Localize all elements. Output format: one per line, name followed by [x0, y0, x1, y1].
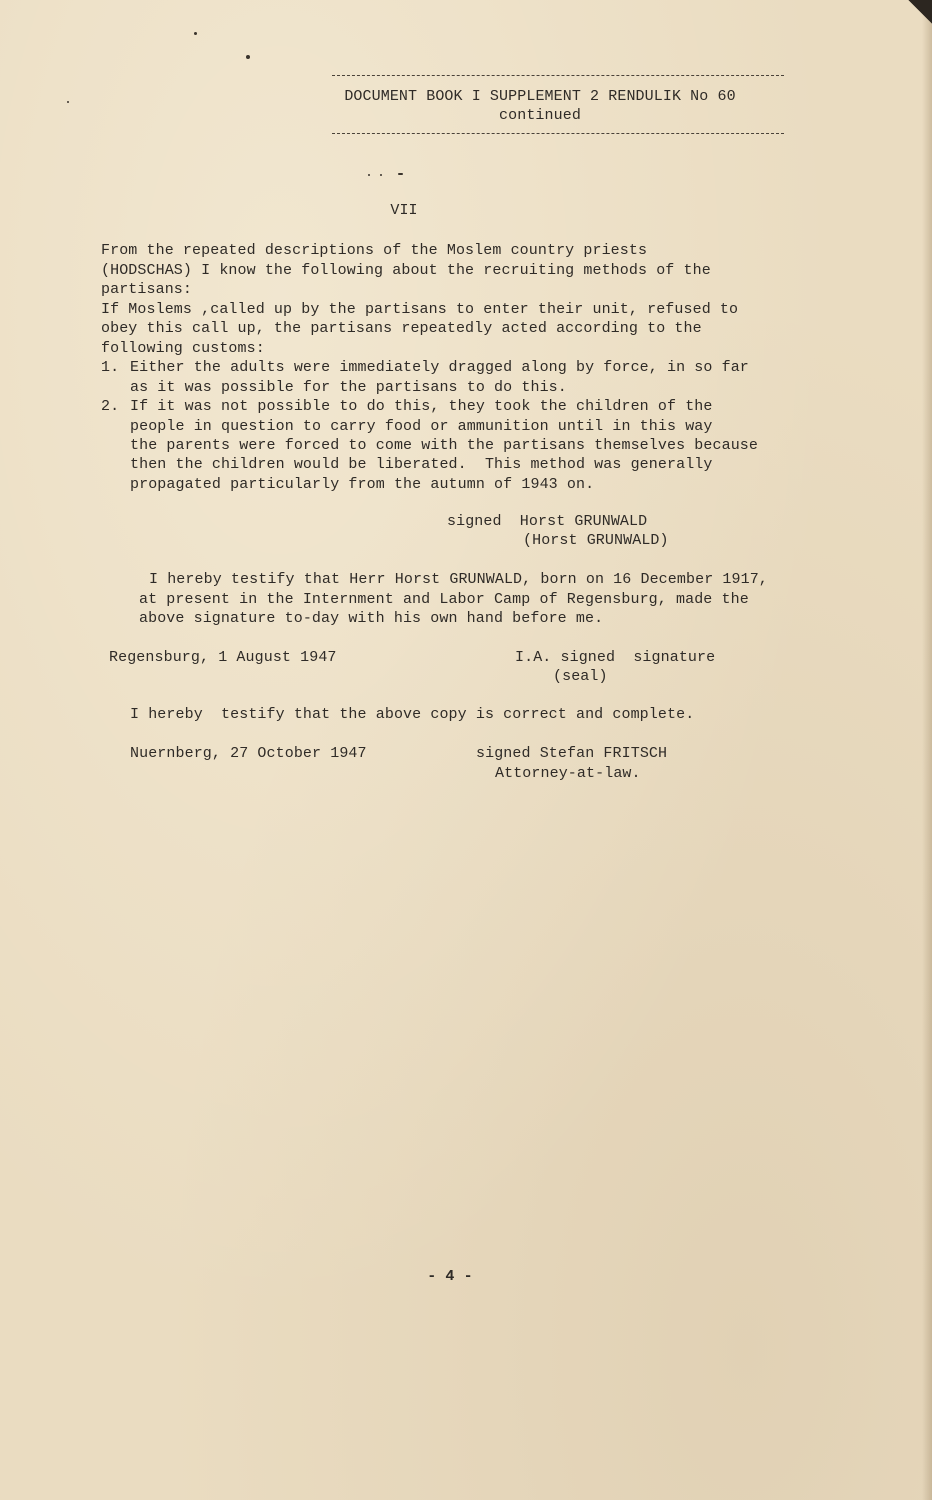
- list-item-marker: 2.: [101, 398, 120, 415]
- list-item-line: people in question to carry food or ammunition until in this way: [130, 418, 713, 435]
- signature-grunwald: signed Horst GRUNWALD: [447, 513, 648, 530]
- list-item-line: then the children would be liberated. This method was generally: [130, 456, 713, 473]
- intro-line: obey this call up, the partisans repeatedly acted according to the: [101, 320, 702, 337]
- signature-fritsch: signed Stefan FRITSCH: [476, 745, 668, 762]
- paper-speck: [380, 174, 382, 176]
- list-item-marker: 1.: [101, 359, 120, 376]
- header-rule-bottom: [332, 133, 784, 134]
- intro-line: partisans:: [101, 281, 193, 298]
- signature-grunwald-name: (Horst GRUNWALD): [523, 532, 669, 549]
- list-item-line: as it was possible for the partisans to do this.: [130, 379, 567, 396]
- certification-statement: I hereby testify that the above copy is correct and complete.: [130, 706, 695, 723]
- official-signature: I.A. signed signature: [515, 649, 716, 666]
- place-date-nuernberg: Nuernberg, 27 October 1947: [130, 745, 367, 762]
- intro-line: If Moslems ,called up by the partisans to enter their unit, refused to: [101, 301, 739, 318]
- official-seal: (seal): [553, 668, 608, 685]
- place-date-regensburg: Regensburg, 1 August 1947: [109, 649, 337, 666]
- testimony-line: I hereby testify that Herr Horst GRUNWALD, born on 16 December 1917,: [149, 571, 768, 588]
- paper-speck: [246, 55, 250, 59]
- document-header-subtitle: continued: [499, 107, 581, 124]
- paper-speck: [368, 174, 370, 176]
- section-number: VII: [390, 202, 418, 219]
- document-header-title: DOCUMENT BOOK I SUPPLEMENT 2 RENDULIK No 60: [344, 88, 736, 105]
- signature-fritsch-title: Attorney-at-law.: [495, 765, 641, 782]
- intro-line: From the repeated descriptions of the Moslem country priests: [101, 242, 648, 259]
- list-item-line: propagated particularly from the autumn of 1943 on.: [130, 476, 595, 493]
- paper-speck: [398, 173, 403, 175]
- list-item-line: Either the adults were immediately dragged along by force, in so far: [130, 359, 749, 376]
- testimony-line: above signature to-day with his own hand before me.: [139, 610, 604, 627]
- intro-line: following customs:: [101, 340, 265, 357]
- testimony-line: at present in the Internment and Labor Camp of Regensburg, made the: [139, 591, 749, 608]
- page-number: - 4 -: [427, 1268, 473, 1285]
- paper-speck: [194, 32, 197, 35]
- page-corner: [906, 0, 932, 26]
- list-item-line: If it was not possible to do this, they took the children of the: [130, 398, 713, 415]
- paper-speck: [67, 101, 69, 103]
- list-item-line: the parents were forced to come with the partisans themselves because: [130, 437, 759, 454]
- page-edge-shadow: [922, 0, 932, 1500]
- header-rule-top: [332, 75, 784, 76]
- intro-line: (HODSCHAS) I know the following about the recruiting methods of the: [101, 262, 711, 279]
